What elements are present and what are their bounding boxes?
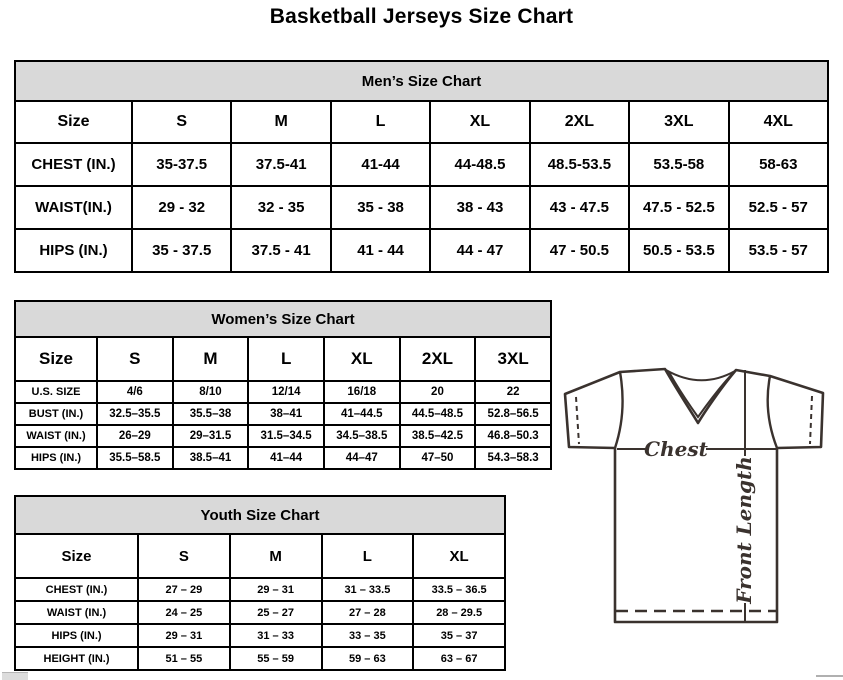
womens-table-title-row bbox=[15, 301, 551, 337]
measurement-value-cell: 47 - 50.5 bbox=[530, 229, 629, 272]
measurement-value-cell: 27 – 28 bbox=[322, 601, 414, 624]
measurement-value-cell: 54.3–58.3 bbox=[475, 447, 551, 469]
measurement-value-cell: 35 - 38 bbox=[331, 186, 430, 229]
size-column-header: L bbox=[248, 337, 324, 381]
measurement-value-cell: 25 – 27 bbox=[230, 601, 322, 624]
size-column-header: 3XL bbox=[629, 101, 728, 143]
size-column-header: 3XL bbox=[475, 337, 551, 381]
measurement-row-label: HIPS (IN.) bbox=[15, 229, 132, 272]
measurement-value-cell: 22 bbox=[475, 381, 551, 403]
measurement-value-cell: 12/14 bbox=[248, 381, 324, 403]
measurement-row-label: WAIST(IN.) bbox=[15, 186, 132, 229]
size-column-header: XL bbox=[430, 101, 529, 143]
measurement-value-cell: 26–29 bbox=[97, 425, 173, 447]
youth-table-body bbox=[15, 578, 505, 670]
measurement-row bbox=[15, 381, 551, 403]
left-armhole-seam bbox=[615, 372, 623, 448]
womens-size-header-row bbox=[15, 337, 551, 381]
collar-inner-line bbox=[669, 372, 733, 417]
mens-table-title-row bbox=[15, 61, 828, 101]
womens-table-title: Women’s Size Chart bbox=[15, 301, 551, 337]
measurement-value-cell: 44-48.5 bbox=[430, 143, 529, 186]
measurement-value-cell: 47–50 bbox=[400, 447, 476, 469]
measurement-value-cell: 41–44.5 bbox=[324, 403, 400, 425]
measurement-row bbox=[15, 403, 551, 425]
measurement-value-cell: 53.5 - 57 bbox=[729, 229, 828, 272]
measurement-row bbox=[15, 578, 505, 601]
measurement-row-label: CHEST (IN.) bbox=[15, 143, 132, 186]
mens-size-chart-table bbox=[14, 60, 829, 273]
measurement-value-cell: 38.5–41 bbox=[173, 447, 249, 469]
measurement-value-cell: 37.5 - 41 bbox=[231, 229, 330, 272]
measurement-value-cell: 37.5-41 bbox=[231, 143, 330, 186]
measurement-row bbox=[15, 601, 505, 624]
mens-size-header-row bbox=[15, 101, 828, 143]
measurement-value-cell: 35 - 37.5 bbox=[132, 229, 231, 272]
size-column-header: XL bbox=[413, 534, 505, 578]
measurement-value-cell: 29 – 31 bbox=[138, 624, 230, 647]
measurement-row-label: WAIST (IN.) bbox=[15, 425, 97, 447]
measurement-value-cell: 58-63 bbox=[729, 143, 828, 186]
measurement-value-cell: 41-44 bbox=[331, 143, 430, 186]
measurement-value-cell: 24 – 25 bbox=[138, 601, 230, 624]
measurement-value-cell: 52.5 - 57 bbox=[729, 186, 828, 229]
measurement-value-cell: 46.8–50.3 bbox=[475, 425, 551, 447]
measurement-value-cell: 44.5–48.5 bbox=[400, 403, 476, 425]
measurement-row bbox=[15, 624, 505, 647]
measurement-value-cell: 31 – 33.5 bbox=[322, 578, 414, 601]
measurement-value-cell: 29–31.5 bbox=[173, 425, 249, 447]
size-column-header: XL bbox=[324, 337, 400, 381]
size-column-header: S bbox=[97, 337, 173, 381]
mens-table-title: Men’s Size Chart bbox=[15, 61, 828, 101]
measurement-value-cell: 41 - 44 bbox=[331, 229, 430, 272]
measurement-value-cell: 16/18 bbox=[324, 381, 400, 403]
measurement-value-cell: 48.5-53.5 bbox=[530, 143, 629, 186]
measurement-value-cell: 28 – 29.5 bbox=[413, 601, 505, 624]
measurement-value-cell: 20 bbox=[400, 381, 476, 403]
measurement-row bbox=[15, 229, 828, 272]
size-column-header: S bbox=[132, 101, 231, 143]
left-cuff-dashed-line bbox=[576, 397, 579, 444]
measurement-row-label: WAIST (IN.) bbox=[15, 601, 138, 624]
page-title: Basketball Jerseys Size Chart bbox=[269, 5, 574, 28]
right-armhole-seam bbox=[768, 376, 777, 448]
youth-size-header-row bbox=[15, 534, 505, 578]
youth-table-title-row bbox=[15, 496, 505, 534]
measurement-value-cell: 31 – 33 bbox=[230, 624, 322, 647]
womens-size-chart-table bbox=[14, 300, 552, 470]
measurement-value-cell: 43 - 47.5 bbox=[530, 186, 629, 229]
womens-size-label: Size bbox=[15, 337, 97, 381]
measurement-value-cell: 31.5–34.5 bbox=[248, 425, 324, 447]
measurement-value-cell: 38 - 43 bbox=[430, 186, 529, 229]
measurement-row-label: HEIGHT (IN.) bbox=[15, 647, 138, 670]
measurement-value-cell: 55 – 59 bbox=[230, 647, 322, 670]
size-column-header: S bbox=[138, 534, 230, 578]
measurement-value-cell: 35 – 37 bbox=[413, 624, 505, 647]
measurement-value-cell: 34.5–38.5 bbox=[324, 425, 400, 447]
size-column-header: L bbox=[331, 101, 430, 143]
measurement-value-cell: 53.5-58 bbox=[629, 143, 728, 186]
right-cuff-dashed-line bbox=[810, 396, 812, 444]
mens-table-body bbox=[15, 143, 828, 272]
measurement-value-cell: 51 – 55 bbox=[138, 647, 230, 670]
measurement-row bbox=[15, 647, 505, 670]
measurement-row-label: HIPS (IN.) bbox=[15, 624, 138, 647]
screenshot-artifact-right bbox=[816, 675, 843, 677]
youth-size-chart-table bbox=[14, 495, 506, 671]
measurement-value-cell: 59 – 63 bbox=[322, 647, 414, 670]
size-column-header: 2XL bbox=[400, 337, 476, 381]
measurement-row bbox=[15, 447, 551, 469]
measurement-value-cell: 52.8–56.5 bbox=[475, 403, 551, 425]
measurement-value-cell: 33.5 – 36.5 bbox=[413, 578, 505, 601]
size-column-header: 2XL bbox=[530, 101, 629, 143]
measurement-value-cell: 29 - 32 bbox=[132, 186, 231, 229]
measurement-value-cell: 38–41 bbox=[248, 403, 324, 425]
measurement-value-cell: 35-37.5 bbox=[132, 143, 231, 186]
chest-label: Chest bbox=[644, 437, 708, 461]
measurement-value-cell: 32.5–35.5 bbox=[97, 403, 173, 425]
measurement-row bbox=[15, 143, 828, 186]
measurement-value-cell: 47.5 - 52.5 bbox=[629, 186, 728, 229]
measurement-value-cell: 41–44 bbox=[248, 447, 324, 469]
measurement-value-cell: 27 – 29 bbox=[138, 578, 230, 601]
measurement-row bbox=[15, 425, 551, 447]
womens-table-body bbox=[15, 381, 551, 469]
youth-size-label: Size bbox=[15, 534, 138, 578]
size-column-header: 4XL bbox=[729, 101, 828, 143]
measurement-value-cell: 35.5–38 bbox=[173, 403, 249, 425]
measurement-value-cell: 44–47 bbox=[324, 447, 400, 469]
collar-back-line bbox=[666, 370, 735, 380]
measurement-row-label: CHEST (IN.) bbox=[15, 578, 138, 601]
jersey-outline bbox=[565, 369, 823, 622]
measurement-value-cell: 32 - 35 bbox=[231, 186, 330, 229]
measurement-value-cell: 8/10 bbox=[173, 381, 249, 403]
size-column-header: L bbox=[322, 534, 414, 578]
measurement-row-label: HIPS (IN.) bbox=[15, 447, 97, 469]
measurement-value-cell: 38.5–42.5 bbox=[400, 425, 476, 447]
measurement-row-label: BUST (IN.) bbox=[15, 403, 97, 425]
measurement-row-label: U.S. SIZE bbox=[15, 381, 97, 403]
measurement-value-cell: 50.5 - 53.5 bbox=[629, 229, 728, 272]
measurement-value-cell: 33 – 35 bbox=[322, 624, 414, 647]
size-column-header: M bbox=[231, 101, 330, 143]
size-column-header: M bbox=[173, 337, 249, 381]
jersey-measurement-diagram bbox=[555, 360, 843, 679]
measurement-value-cell: 4/6 bbox=[97, 381, 173, 403]
measurement-value-cell: 63 – 67 bbox=[413, 647, 505, 670]
measurement-value-cell: 44 - 47 bbox=[430, 229, 529, 272]
measurement-value-cell: 29 – 31 bbox=[230, 578, 322, 601]
mens-size-label: Size bbox=[15, 101, 132, 143]
youth-table-title: Youth Size Chart bbox=[15, 496, 505, 534]
measurement-value-cell: 35.5–58.5 bbox=[97, 447, 173, 469]
size-column-header: M bbox=[230, 534, 322, 578]
measurement-row bbox=[15, 186, 828, 229]
front-length-label: Front Length bbox=[732, 456, 756, 604]
